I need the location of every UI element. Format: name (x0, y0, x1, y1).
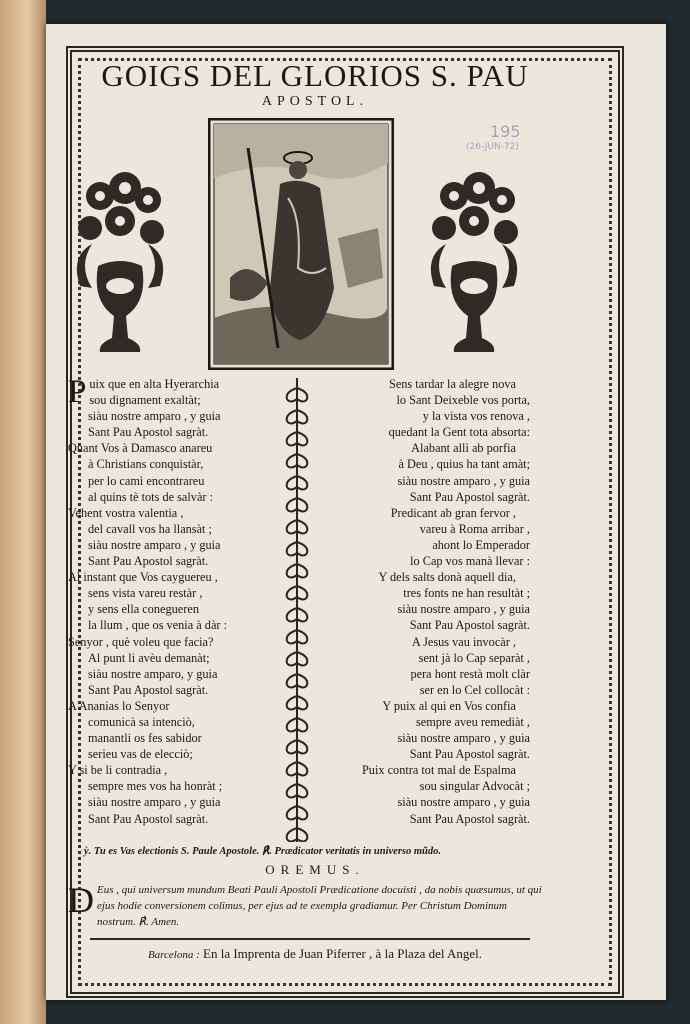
page-subtitle: APOSTOL. (261, 94, 369, 109)
poem-right-column (330, 376, 530, 827)
imprint-line (60, 946, 570, 962)
poem-line: lo Cap vos manà llevar : (410, 554, 530, 569)
poem-line: Y dels salts donà aquell dia, (378, 570, 516, 585)
poem-line: Al punt li avèu demanàt; (88, 650, 210, 665)
imprint-text: En la Imprenta de Juan Piferrer , à la Plaza del Angel. (203, 946, 483, 961)
poem-line: sent jà lo Cap separàt , (418, 650, 530, 665)
poem-line: siàu nostre amparo , y guia (88, 795, 221, 810)
poem-line: vareu à Roma arribar , (419, 521, 530, 536)
poem-line: Puix contra tot mal de Espalma (361, 763, 516, 778)
poem-line: Sant Pau Apostol sagràt. (409, 489, 530, 504)
poem-line: Predicant ab gran fervor , (390, 505, 516, 520)
poem-line: sempre mes vos ha honràt ; (88, 779, 223, 794)
poem-line: siàu nostre amparo , y guia (397, 795, 530, 810)
poem-line: siàu nostre amparo , y guia (88, 409, 221, 424)
poem-line: ahont lo Emperador (432, 537, 530, 552)
poem-line: Vehent vostra valentia , (68, 505, 184, 520)
drop-cap: P (68, 374, 87, 410)
poem-line: al quins tè tots de salvàr : (88, 489, 213, 504)
poem-line: y sens ella conegueren (88, 602, 199, 617)
poem-line: Alabant allì ab porfia (411, 441, 516, 456)
woodcut-saint-paul-image (208, 118, 394, 370)
oremus-prayer (68, 882, 548, 930)
poem-line: la llum , que os venia à dàr : (88, 618, 227, 633)
poem-line: Sant Pau Apostol sagràt. (88, 682, 209, 697)
vase-icon (424, 166, 524, 366)
poem-line: sou singular Advocàt ; (419, 779, 530, 794)
poem-line: siàu nostre amparo , y guia (397, 473, 530, 488)
poem-line: per lo camì encontrareu (88, 473, 205, 488)
divider-line (90, 938, 530, 940)
poem-line: manantli os fes sabidor (88, 731, 202, 746)
vase-icon (70, 166, 170, 366)
poem-line: siàu nostre amparo , y guia (397, 731, 530, 746)
poem-left-column (68, 376, 308, 827)
poem-line: serieu vas de elecciò; (88, 747, 193, 762)
poem-line: Sens tardar la alegre nova (388, 377, 516, 391)
poem-line: sempre aveu remediàt , (415, 714, 530, 729)
poem-line: Sant Pau Apostol sagràt. (88, 554, 209, 569)
poem-line: lo Sant Deixeble vos porta, (396, 393, 530, 408)
poem-line: del cavall vos ha llansàt ; (88, 521, 212, 536)
poem-line: à Deu , quius ha tant amàt; (398, 457, 530, 472)
poem-line: siàu nostre amparo, y guia (88, 666, 218, 681)
poem-line: ser en lo Cel collocàt : (419, 682, 530, 697)
poem-line: A Jesus vau invocàr , (411, 634, 516, 649)
book-spine-edge (0, 0, 46, 1024)
page-title: GOIGS DEL GLORIOS S. PAU (101, 58, 529, 93)
poem-line: Al instant que Vos cayguereu , (68, 570, 218, 585)
handwritten-number: 195 (490, 122, 521, 141)
prayer-text: Eus , qui universum mundum Beati Pauli Apostoli Prædicatione docuisti , da nobis quæsumus, ut qui ejus hodie conversionem colimus, per ejus ad te exempla gradiamur. Per Christum Dominum nostrum. ℟. Amen. (97, 884, 542, 928)
versicle-response: ỳ. Tu es Vas electionis S. Paule Apostole. ℟. Prædicator veritatis in universo mũdo. (84, 846, 441, 857)
drop-cap: D (68, 880, 94, 920)
poem-line: pera hont restà molt clàr (410, 666, 530, 681)
poem-line: Quant Vos à Damasco anareu (68, 441, 213, 456)
imprint-city: Barcelona : (147, 949, 200, 961)
poem-line: sens vista vareu restàr , (88, 586, 203, 601)
poem-line: Sant Pau Apostol sagràt. (409, 811, 530, 826)
poem-line: siàu nostre amparo , y guia (397, 602, 530, 617)
poem-line: Senyor , què voleu que facia? (68, 634, 214, 649)
poem-line: siàu nostre amparo , y guia (88, 537, 221, 552)
poem-line: Y si be li contradia , (68, 763, 168, 778)
poem-line: uix que en alta Hyerarchia (89, 377, 220, 391)
poem-line: Sant Pau Apostol sagràt. (88, 811, 209, 826)
poem-line: à Christians conquistàr, (88, 457, 204, 472)
poem-line: A Ananias lo Senyor (68, 698, 170, 713)
poem-line: y la vista vos renova , (422, 409, 530, 424)
poem-line: Sant Pau Apostol sagràt. (409, 618, 530, 633)
poem-line: comunicà sa intenciò, (88, 714, 195, 729)
poem-line: sou dignament exaltàt; (89, 393, 201, 408)
poem-line: quedant la Gent tota absorta: (388, 425, 530, 440)
poem-line: Sant Pau Apostol sagràt. (409, 747, 530, 762)
poem-line: Y puix al qui en Vos confia (382, 698, 516, 713)
poem-line: tres fonts ne han resultàt ; (403, 586, 530, 601)
poem-line: Sant Pau Apostol sagràt. (88, 425, 209, 440)
handwritten-date: (26-JUN-72) (466, 142, 519, 152)
oremus-heading: OREMUS. (265, 862, 365, 877)
